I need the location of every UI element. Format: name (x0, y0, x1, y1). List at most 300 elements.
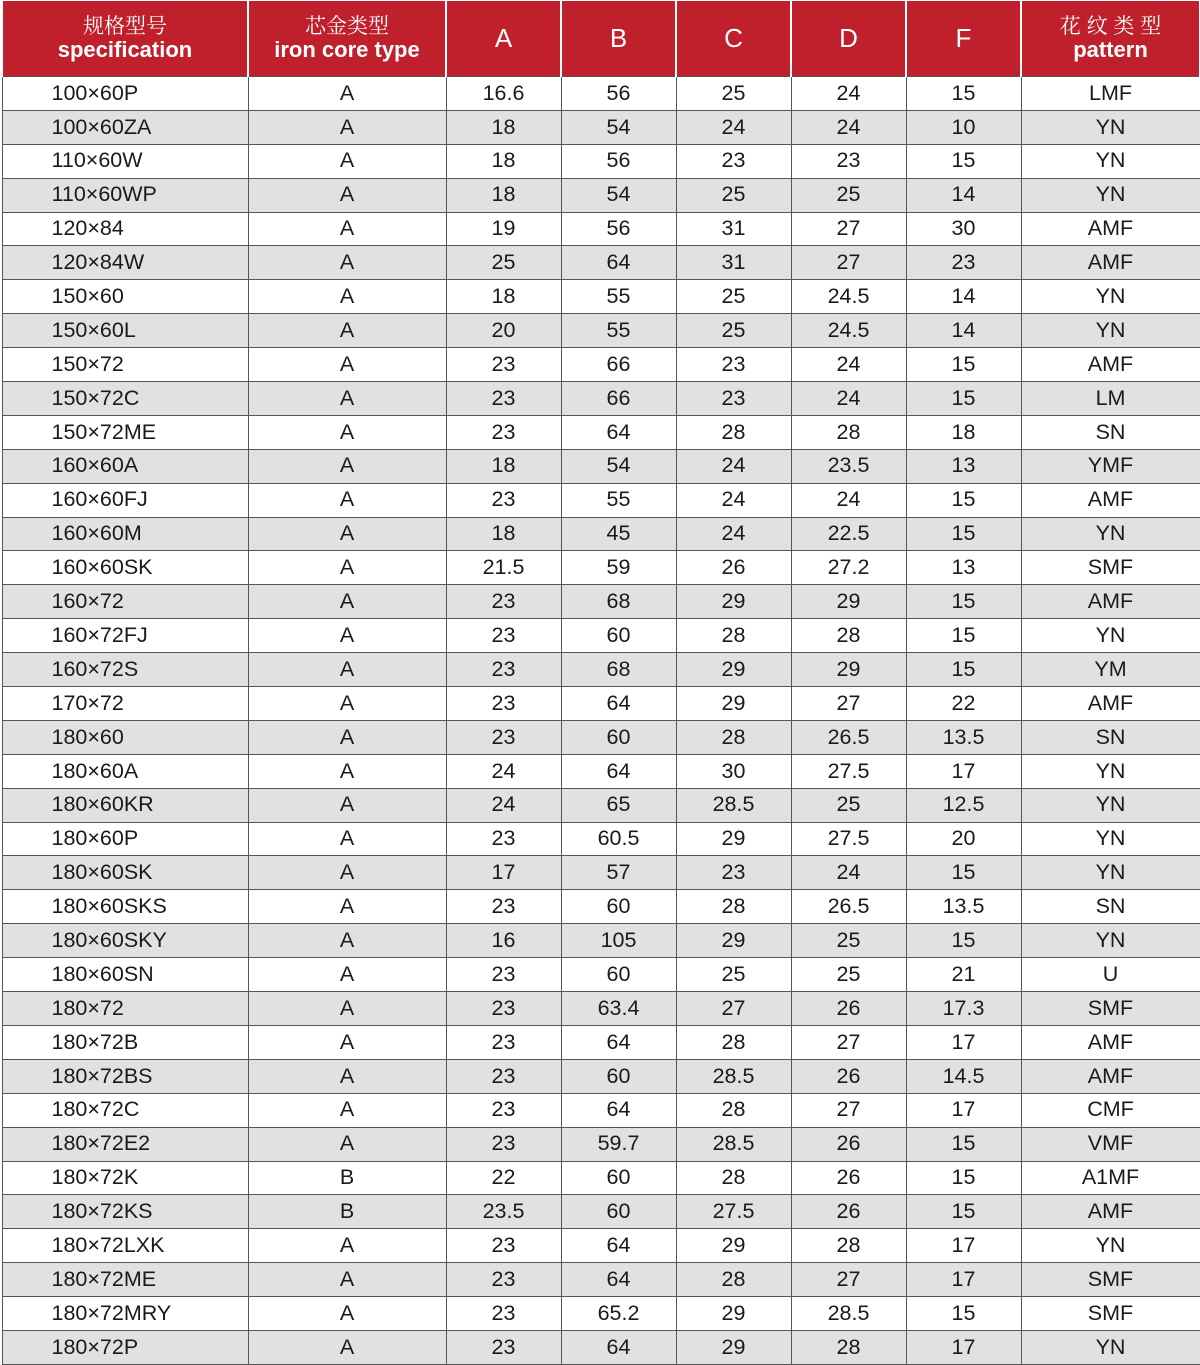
cell-specification: 180×60 (2, 720, 248, 754)
cell-iron-core-type: A (248, 720, 446, 754)
cell-b: 59 (561, 551, 676, 585)
table-row (2, 144, 1200, 178)
cell-c: 25 (676, 77, 791, 111)
cell-specification: 180×60SKY (2, 924, 248, 958)
cell-b: 68 (561, 585, 676, 619)
cell-pattern: YN (1021, 788, 1200, 822)
cell-f: 15 (906, 348, 1021, 382)
cell-a: 23 (446, 822, 561, 856)
cell-specification: 160×60SK (2, 551, 248, 585)
table-row (2, 483, 1200, 517)
cell-iron-core-type: A (248, 1229, 446, 1263)
cell-iron-core-type: A (248, 788, 446, 822)
cell-iron-core-type: A (248, 314, 446, 348)
table-body (2, 77, 1200, 1365)
cell-b: 63.4 (561, 992, 676, 1026)
cell-a: 20 (446, 314, 561, 348)
cell-d: 27 (791, 1263, 906, 1297)
cell-pattern: YN (1021, 1229, 1200, 1263)
cell-b: 56 (561, 212, 676, 246)
cell-iron-core-type: A (248, 1059, 446, 1093)
cell-d: 24 (791, 348, 906, 382)
cell-b: 66 (561, 382, 676, 416)
cell-iron-core-type: A (248, 110, 446, 144)
cell-iron-core-type: A (248, 1025, 446, 1059)
cell-a: 23 (446, 619, 561, 653)
table-row (2, 551, 1200, 585)
cell-b: 66 (561, 348, 676, 382)
table-row (2, 314, 1200, 348)
cell-c: 29 (676, 822, 791, 856)
cell-pattern: AMF (1021, 246, 1200, 280)
header-specification-en: specification (57, 37, 193, 62)
cell-d: 28.5 (791, 1297, 906, 1331)
table-row (2, 1093, 1200, 1127)
cell-specification: 180×60SK (2, 856, 248, 890)
cell-b: 57 (561, 856, 676, 890)
cell-f: 15 (906, 1195, 1021, 1229)
cell-specification: 150×72 (2, 348, 248, 382)
header-row (2, 1, 1200, 77)
cell-d: 24 (791, 856, 906, 890)
cell-d: 27 (791, 687, 906, 721)
cell-f: 15 (906, 619, 1021, 653)
cell-iron-core-type: A (248, 822, 446, 856)
header-pattern-zh: 花 纹 类 型 (1059, 15, 1162, 38)
cell-c: 29 (676, 653, 791, 687)
cell-f: 15 (906, 517, 1021, 551)
table-row (2, 348, 1200, 382)
cell-b: 60 (561, 619, 676, 653)
cell-specification: 100×60P (2, 77, 248, 111)
header-pattern-en: pattern (1073, 37, 1148, 62)
cell-d: 25 (791, 178, 906, 212)
cell-a: 16.6 (446, 77, 561, 111)
cell-f: 14 (906, 314, 1021, 348)
cell-a: 18 (446, 517, 561, 551)
cell-pattern: AMF (1021, 212, 1200, 246)
cell-d: 26 (791, 1059, 906, 1093)
cell-iron-core-type: A (248, 1263, 446, 1297)
cell-specification: 180×72 (2, 992, 248, 1026)
cell-c: 24 (676, 449, 791, 483)
cell-d: 27.5 (791, 754, 906, 788)
cell-a: 23 (446, 483, 561, 517)
cell-a: 18 (446, 178, 561, 212)
table-row (2, 924, 1200, 958)
table-row (2, 212, 1200, 246)
cell-f: 17 (906, 754, 1021, 788)
table-row (2, 1330, 1200, 1364)
cell-specification: 180×60SKS (2, 890, 248, 924)
cell-iron-core-type: A (248, 653, 446, 687)
cell-pattern: YM (1021, 653, 1200, 687)
cell-b: 45 (561, 517, 676, 551)
cell-a: 16 (446, 924, 561, 958)
cell-b: 55 (561, 483, 676, 517)
cell-iron-core-type: A (248, 382, 446, 416)
cell-b: 64 (561, 1025, 676, 1059)
cell-pattern: LMF (1021, 77, 1200, 111)
cell-b: 64 (561, 687, 676, 721)
table-row (2, 856, 1200, 890)
cell-a: 23 (446, 585, 561, 619)
cell-f: 17 (906, 1263, 1021, 1297)
cell-b: 55 (561, 314, 676, 348)
cell-a: 24 (446, 788, 561, 822)
cell-d: 28 (791, 1229, 906, 1263)
cell-b: 59.7 (561, 1127, 676, 1161)
cell-c: 31 (676, 246, 791, 280)
cell-pattern: AMF (1021, 1025, 1200, 1059)
table-row (2, 449, 1200, 483)
cell-d: 26 (791, 1161, 906, 1195)
cell-d: 27 (791, 1093, 906, 1127)
cell-b: 54 (561, 178, 676, 212)
cell-a: 23 (446, 1025, 561, 1059)
cell-b: 64 (561, 1229, 676, 1263)
cell-d: 26.5 (791, 890, 906, 924)
cell-iron-core-type: A (248, 348, 446, 382)
cell-iron-core-type: B (248, 1195, 446, 1229)
cell-specification: 100×60ZA (2, 110, 248, 144)
cell-iron-core-type: A (248, 449, 446, 483)
table-row (2, 822, 1200, 856)
cell-a: 17 (446, 856, 561, 890)
cell-f: 15 (906, 77, 1021, 111)
header-iron-core-type-en: iron core type (274, 37, 420, 62)
cell-c: 29 (676, 1330, 791, 1364)
cell-b: 55 (561, 280, 676, 314)
cell-f: 15 (906, 653, 1021, 687)
cell-c: 28 (676, 1025, 791, 1059)
cell-b: 64 (561, 1263, 676, 1297)
cell-c: 24 (676, 483, 791, 517)
header-specification-zh: 规格型号 (83, 15, 167, 38)
cell-specification: 160×60FJ (2, 483, 248, 517)
cell-pattern: SMF (1021, 1263, 1200, 1297)
cell-iron-core-type: A (248, 415, 446, 449)
cell-f: 30 (906, 212, 1021, 246)
table-row (2, 890, 1200, 924)
header-col-a: A (446, 1, 561, 77)
cell-c: 29 (676, 1297, 791, 1331)
cell-a: 23 (446, 1330, 561, 1364)
cell-specification: 180×60KR (2, 788, 248, 822)
cell-d: 24 (791, 77, 906, 111)
cell-pattern: YN (1021, 619, 1200, 653)
cell-c: 29 (676, 585, 791, 619)
cell-specification: 180×72E2 (2, 1127, 248, 1161)
cell-d: 28 (791, 1330, 906, 1364)
cell-d: 24.5 (791, 314, 906, 348)
table-row (2, 1161, 1200, 1195)
cell-specification: 110×60W (2, 144, 248, 178)
cell-a: 23 (446, 1263, 561, 1297)
cell-d: 28 (791, 619, 906, 653)
cell-b: 60 (561, 1161, 676, 1195)
cell-c: 24 (676, 110, 791, 144)
cell-a: 23 (446, 382, 561, 416)
cell-b: 60 (561, 1059, 676, 1093)
cell-iron-core-type: A (248, 1127, 446, 1161)
cell-f: 22 (906, 687, 1021, 721)
cell-f: 15 (906, 1297, 1021, 1331)
cell-a: 25 (446, 246, 561, 280)
cell-pattern: YN (1021, 754, 1200, 788)
cell-specification: 180×72KS (2, 1195, 248, 1229)
cell-specification: 150×60L (2, 314, 248, 348)
cell-specification: 180×72MRY (2, 1297, 248, 1331)
cell-pattern: YN (1021, 924, 1200, 958)
cell-pattern: YN (1021, 822, 1200, 856)
cell-c: 24 (676, 517, 791, 551)
cell-f: 20 (906, 822, 1021, 856)
cell-c: 23 (676, 144, 791, 178)
cell-iron-core-type: A (248, 77, 446, 111)
cell-f: 15 (906, 924, 1021, 958)
header-iron-core-type (248, 1, 446, 77)
cell-specification: 170×72 (2, 687, 248, 721)
cell-b: 64 (561, 246, 676, 280)
cell-d: 26 (791, 1127, 906, 1161)
cell-specification: 110×60WP (2, 178, 248, 212)
cell-specification: 160×72FJ (2, 619, 248, 653)
cell-b: 64 (561, 1330, 676, 1364)
cell-f: 10 (906, 110, 1021, 144)
cell-pattern: SMF (1021, 551, 1200, 585)
cell-c: 28 (676, 1263, 791, 1297)
cell-b: 60 (561, 1195, 676, 1229)
cell-c: 25 (676, 280, 791, 314)
cell-c: 29 (676, 924, 791, 958)
cell-d: 26 (791, 992, 906, 1026)
cell-iron-core-type: A (248, 1330, 446, 1364)
cell-iron-core-type: A (248, 856, 446, 890)
cell-b: 105 (561, 924, 676, 958)
cell-f: 14 (906, 280, 1021, 314)
cell-iron-core-type: A (248, 517, 446, 551)
table-row (2, 1025, 1200, 1059)
cell-c: 26 (676, 551, 791, 585)
cell-c: 25 (676, 178, 791, 212)
table-row (2, 653, 1200, 687)
cell-c: 28.5 (676, 788, 791, 822)
cell-f: 13 (906, 551, 1021, 585)
cell-c: 23 (676, 348, 791, 382)
table-row (2, 280, 1200, 314)
cell-a: 23 (446, 992, 561, 1026)
header-col-f: F (906, 1, 1021, 77)
cell-f: 14.5 (906, 1059, 1021, 1093)
cell-f: 15 (906, 483, 1021, 517)
table-row (2, 720, 1200, 754)
header-pattern (1021, 1, 1200, 77)
cell-d: 27 (791, 1025, 906, 1059)
table-row (2, 619, 1200, 653)
cell-d: 23.5 (791, 449, 906, 483)
cell-c: 27.5 (676, 1195, 791, 1229)
cell-a: 23 (446, 1127, 561, 1161)
cell-iron-core-type: A (248, 958, 446, 992)
cell-c: 27 (676, 992, 791, 1026)
cell-c: 23 (676, 856, 791, 890)
table-row (2, 788, 1200, 822)
cell-specification: 180×60P (2, 822, 248, 856)
cell-f: 15 (906, 856, 1021, 890)
cell-f: 14 (906, 178, 1021, 212)
cell-a: 23 (446, 1229, 561, 1263)
cell-pattern: LM (1021, 382, 1200, 416)
table-row (2, 1127, 1200, 1161)
cell-pattern: YN (1021, 517, 1200, 551)
cell-f: 13.5 (906, 890, 1021, 924)
cell-b: 64 (561, 1093, 676, 1127)
cell-a: 23 (446, 687, 561, 721)
cell-d: 27.5 (791, 822, 906, 856)
cell-specification: 180×60A (2, 754, 248, 788)
cell-iron-core-type: A (248, 687, 446, 721)
table-row (2, 958, 1200, 992)
cell-a: 19 (446, 212, 561, 246)
cell-pattern: AMF (1021, 348, 1200, 382)
cell-d: 28 (791, 415, 906, 449)
table-row (2, 687, 1200, 721)
cell-f: 13 (906, 449, 1021, 483)
cell-a: 23 (446, 348, 561, 382)
cell-pattern: AMF (1021, 687, 1200, 721)
cell-f: 15 (906, 382, 1021, 416)
cell-d: 26 (791, 1195, 906, 1229)
cell-pattern: AMF (1021, 585, 1200, 619)
cell-iron-core-type: A (248, 212, 446, 246)
cell-iron-core-type: A (248, 483, 446, 517)
cell-c: 30 (676, 754, 791, 788)
cell-a: 18 (446, 280, 561, 314)
cell-b: 54 (561, 449, 676, 483)
table-row (2, 178, 1200, 212)
header-iron-core-type-zh: 芯金类型 (305, 15, 389, 38)
cell-f: 13.5 (906, 720, 1021, 754)
cell-pattern: YN (1021, 314, 1200, 348)
cell-c: 28 (676, 890, 791, 924)
cell-c: 28 (676, 720, 791, 754)
cell-d: 25 (791, 788, 906, 822)
cell-specification: 180×72BS (2, 1059, 248, 1093)
cell-iron-core-type: A (248, 551, 446, 585)
cell-b: 65 (561, 788, 676, 822)
cell-c: 23 (676, 382, 791, 416)
table-row (2, 110, 1200, 144)
cell-d: 24 (791, 382, 906, 416)
cell-pattern: YN (1021, 178, 1200, 212)
table-row (2, 1297, 1200, 1331)
cell-c: 28 (676, 1161, 791, 1195)
table-row (2, 1059, 1200, 1093)
cell-a: 23 (446, 1093, 561, 1127)
cell-specification: 180×72K (2, 1161, 248, 1195)
cell-pattern: AMF (1021, 1059, 1200, 1093)
cell-a: 23 (446, 653, 561, 687)
cell-specification: 180×60SN (2, 958, 248, 992)
cell-f: 15 (906, 1127, 1021, 1161)
cell-f: 15 (906, 1161, 1021, 1195)
cell-a: 24 (446, 754, 561, 788)
header-specification (2, 1, 248, 77)
cell-iron-core-type: A (248, 280, 446, 314)
cell-pattern: SMF (1021, 1297, 1200, 1331)
cell-f: 17 (906, 1229, 1021, 1263)
cell-iron-core-type: A (248, 619, 446, 653)
cell-b: 60 (561, 958, 676, 992)
cell-c: 29 (676, 687, 791, 721)
cell-a: 23 (446, 720, 561, 754)
cell-d: 25 (791, 924, 906, 958)
cell-a: 22 (446, 1161, 561, 1195)
cell-specification: 160×60M (2, 517, 248, 551)
table-row (2, 246, 1200, 280)
table-row (2, 382, 1200, 416)
cell-f: 12.5 (906, 788, 1021, 822)
cell-specification: 180×72C (2, 1093, 248, 1127)
cell-a: 21.5 (446, 551, 561, 585)
cell-pattern: YN (1021, 110, 1200, 144)
cell-a: 18 (446, 144, 561, 178)
cell-iron-core-type: A (248, 754, 446, 788)
cell-b: 60 (561, 890, 676, 924)
cell-a: 23 (446, 958, 561, 992)
cell-d: 29 (791, 653, 906, 687)
table-row (2, 1263, 1200, 1297)
cell-d: 27 (791, 246, 906, 280)
header-col-c: C (676, 1, 791, 77)
table-row (2, 585, 1200, 619)
cell-f: 17 (906, 1025, 1021, 1059)
cell-f: 17 (906, 1330, 1021, 1364)
cell-specification: 180×72LXK (2, 1229, 248, 1263)
cell-specification: 160×72 (2, 585, 248, 619)
specification-table (1, 1, 1200, 1365)
cell-a: 23 (446, 1059, 561, 1093)
cell-a: 23 (446, 1297, 561, 1331)
cell-f: 15 (906, 585, 1021, 619)
cell-specification: 180×72B (2, 1025, 248, 1059)
cell-a: 18 (446, 449, 561, 483)
cell-b: 64 (561, 754, 676, 788)
cell-d: 27.2 (791, 551, 906, 585)
cell-specification: 160×72S (2, 653, 248, 687)
cell-a: 23 (446, 890, 561, 924)
cell-f: 15 (906, 144, 1021, 178)
table-row (2, 754, 1200, 788)
cell-iron-core-type: A (248, 890, 446, 924)
cell-a: 23 (446, 415, 561, 449)
cell-f: 17 (906, 1093, 1021, 1127)
cell-c: 28 (676, 619, 791, 653)
cell-pattern: AMF (1021, 1195, 1200, 1229)
cell-iron-core-type: A (248, 144, 446, 178)
cell-iron-core-type: A (248, 992, 446, 1026)
cell-b: 60.5 (561, 822, 676, 856)
cell-pattern: YN (1021, 280, 1200, 314)
cell-specification: 160×60A (2, 449, 248, 483)
cell-specification: 150×72C (2, 382, 248, 416)
cell-c: 31 (676, 212, 791, 246)
table-row (2, 415, 1200, 449)
cell-iron-core-type: A (248, 246, 446, 280)
cell-b: 68 (561, 653, 676, 687)
cell-d: 24 (791, 483, 906, 517)
